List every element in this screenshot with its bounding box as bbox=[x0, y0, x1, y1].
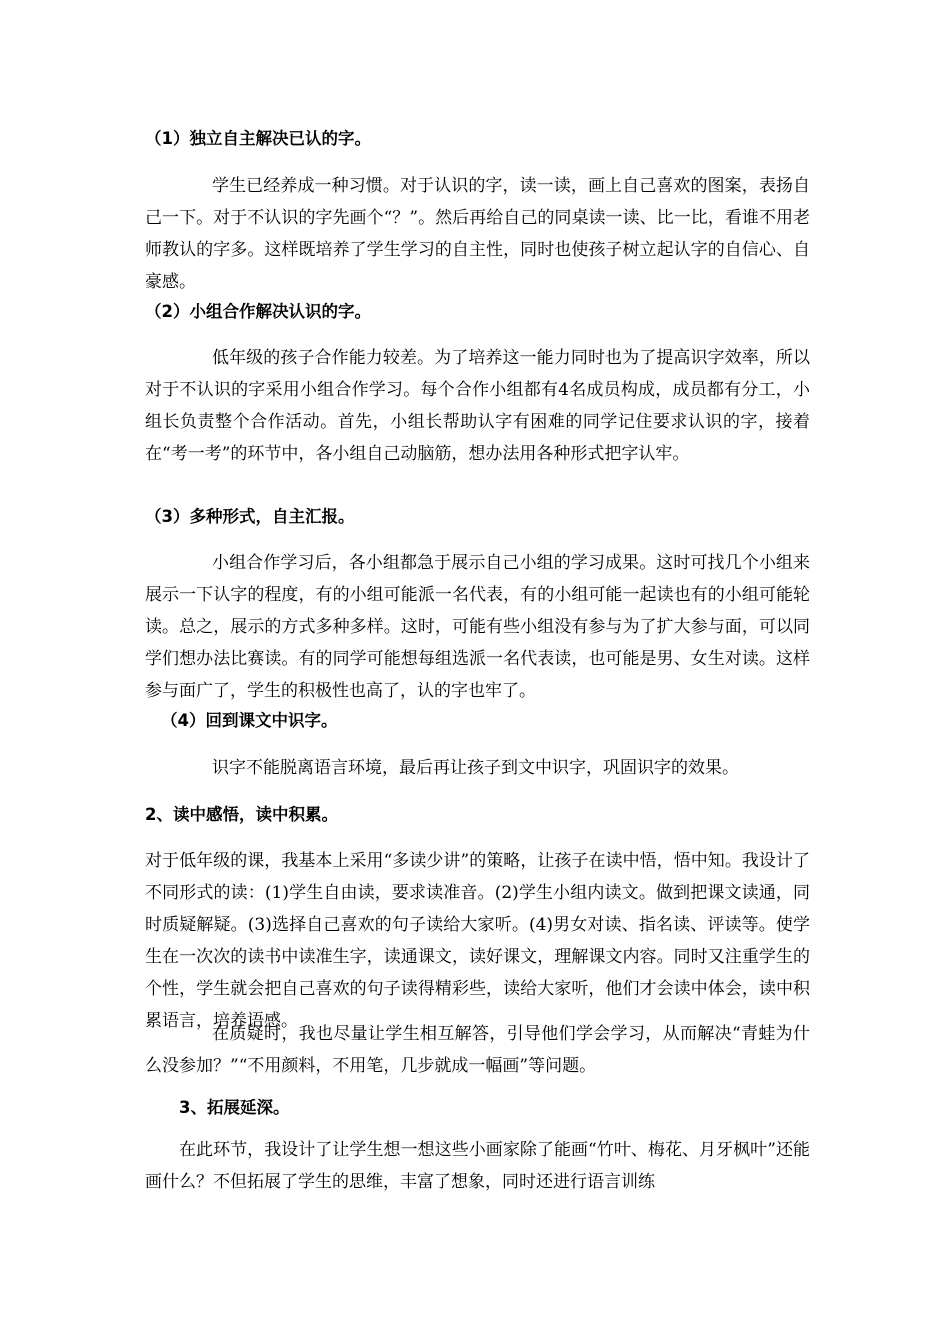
paragraph-5: 对于低年级的课，我基本上采用“多读少讲”的策略，让孩子在读中悟，悟中知。我设计了不同形式的读：(1)学生自由读，要求读准音。(2)学生小组内读文。做到把课文读通，同时质疑解疑。(3)选择自己喜欢的句子读给大家听。(4)男女对读、指名读、评读等。使学生在一次次的读书中读准生字，读通课文，读好课文，理解课文内容。同时又注重学生的个性，学生就会把自己喜欢的句子读得精彩些，读给大家听，他们才会读中体会，读中积累语言，培养语感。 bbox=[145, 851, 810, 1031]
section-heading-5: 2、读中感悟，读中积累。 bbox=[145, 805, 338, 824]
paragraph-3: 小组合作学习后，各小组都急于展示自己小组的学习成果。这时可找几个小组来展示一下认字的程度，有的小组可能派一名代表，有的小组可能一起读也有的小组可能轮读。总之，展示的方式多种多样。这时，可能有些小组没有参与为了扩大参与面，可以同学们想办法比赛读。有的同学可能想每组选派一名代表读，也可能是男、女生对读。这样参与面广了，学生的积极性也高了，认的字也牢了。 bbox=[145, 553, 810, 701]
section-heading-1: （1）独立自主解决已认的字。 bbox=[145, 129, 371, 148]
paragraph-2: 低年级的孩子合作能力较差。为了培养这一能力同时也为了提高识字效率，所以对于不认识的字采用小组合作学习。每个合作小组都有4名成员构成，成员都有分工，小组长负责整个合作活动。首先，小组长帮助认字有困难的同学记住要求认识的字，接着在“考一考”的环节中，各小组自己动脑筋，想办法用各种形式把字认牢。 bbox=[145, 348, 810, 464]
section-heading-2: （2）小组合作解决认识的字。 bbox=[145, 302, 371, 321]
paragraph-4: 识字不能脱离语言环境，最后再让孩子到文中识字，巩固识字的效果。 bbox=[212, 758, 739, 778]
paragraph-7: 在此环节，我设计了让学生想一想这些小画家除了能画“竹叶、梅花、月牙枫叶”还能画什么？不但拓展了学生的思维，丰富了想象，同时还进行语言训练 bbox=[145, 1140, 810, 1192]
paragraph-1: 学生已经养成一种习惯。对于认识的字，读一读，画上自己喜欢的图案，表扬自己一下。对于不认识的字先画个“？”。然后再给自己的同桌读一读、比一比，看谁不用老师教认的字多。这样既培养了学生学习的自主性，同时也使孩子树立起认字的自信心、自豪感。 bbox=[145, 176, 810, 292]
section-heading-6: 3、拓展延深。 bbox=[179, 1098, 290, 1117]
section-heading-4: （4）回到课文中识字。 bbox=[161, 711, 338, 730]
paragraph-6: 在质疑时，我也尽量让学生相互解答，引导他们学会学习，从而解决“青蛙为什么没参加？”“不用颜料，不用笔，几步就成一幅画”等问题。 bbox=[145, 1024, 810, 1076]
section-heading-3: （3）多种形式，自主汇报。 bbox=[145, 507, 355, 526]
